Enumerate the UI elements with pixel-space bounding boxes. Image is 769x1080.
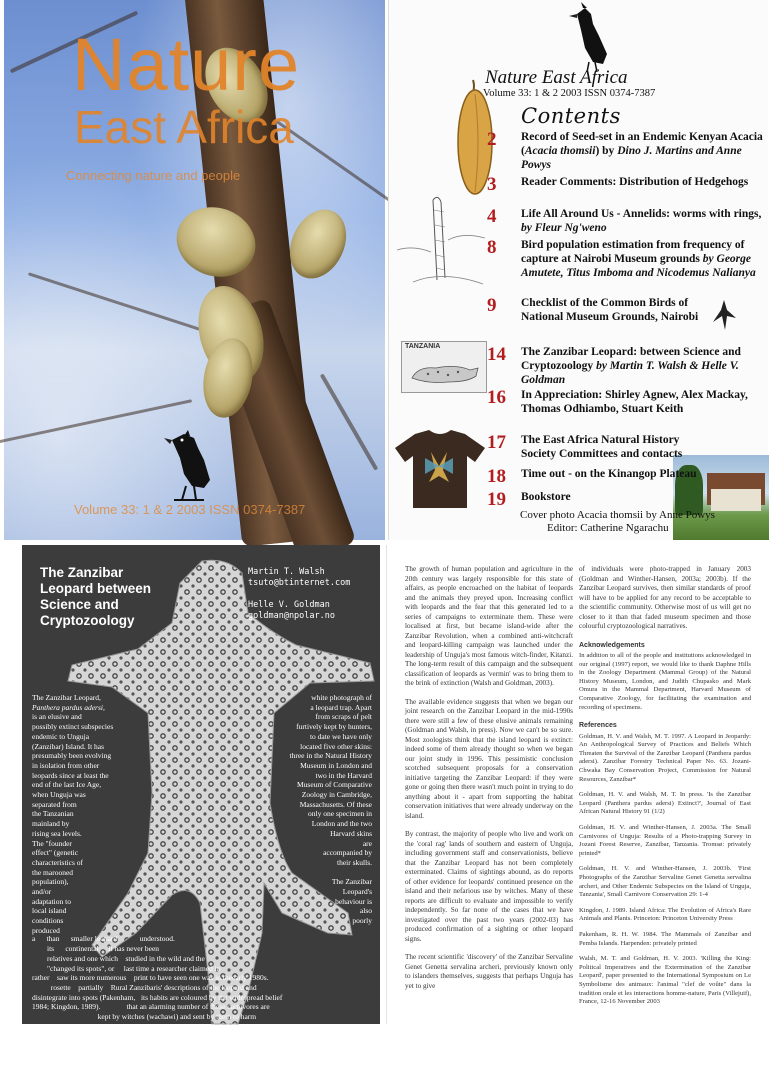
- reference-item: Goldman, H. V. and Walsh, M. T. 1997. A Leopard in Jeopardy: An Anthropological Survey of Practices and Beliefs Which Threaten the Survival of the Zanzibar Leopard (Panthera pardus adersi). Zanzibar Forestry Technical Paper No. 63. Jozani-Chwaka Bay Conservation Project, Commission for Natural Resources, Zanzibar*: [579, 732, 751, 783]
- reference-item: Goldman, H. V. and Winther-Hansen, J. 2003b. 'First Photographs of the Zanzibar Servaline Genet Genetta servalina archeri, and Other Endemic Subspecies on the Island of Unguja, Tanzania', Small Carnivore Conservation 29: 1-4: [579, 865, 751, 899]
- branch: [320, 373, 378, 470]
- editor-credit: Editor: Catherine Ngarachu: [547, 522, 669, 534]
- toc-page-number: 2: [487, 129, 497, 150]
- toc-entry[interactable]: [487, 207, 769, 235]
- toc-title: The East Africa Natural History Society Committees and contacts: [521, 434, 683, 460]
- toc-title: Reader Comments: Distribution of Hedgehogs: [521, 176, 749, 188]
- toc-page-number: 8: [487, 237, 497, 258]
- acknowledgements-heading: Acknowledgements: [579, 641, 645, 649]
- reference-item: Pakenham, R. H. W. 1984. The Mammals of Zanzibar and Pemba Islands. Harpenden: privately printed: [579, 930, 751, 947]
- stamp-label: TANZANIA: [405, 343, 441, 350]
- reference-item: Goldman, H. V. and Winther-Hansen, J. 2003a. The Small Carnivores of Unguja: Results of a Photo-trapping Survey in Jozani Forest Reserve, Zanzibar, Tanzania. Tromsø: privately printed*: [579, 824, 751, 857]
- toc-entry[interactable]: [487, 175, 769, 195]
- contents-page: [388, 0, 768, 540]
- toc-page-number: 17: [487, 432, 506, 453]
- toc-page-number: 16: [487, 387, 506, 408]
- paragraph: The growth of human population and agriculture in the 20th century was largely responsible for this state of affairs, as people encroached on the habitat of leopards and the animals they preyed upon. Increasing conflict with leopards and the fear that this generated led to a series of campaigns to exterminate them. These were localised at first, but became island-wide after the Zanzibar Revolution, when a combined anti-witchcraft and leopard-killing campaign was launched under the leadership of Unguja's most famous witch-finder, Kitanzi. The long-term result of this campaign and the subsequent classification of leopards as 'vermin' was to bring them to the brink of extinction (Walsh and Goldman, 2003).: [405, 565, 573, 687]
- article-text-right: white photograph of a leopard trap. Apart from scraps of pelt furtively kept by hunters, to date we have only located five other skins: three in the Natural History Museum in London and two in the Harvard Museum of Comparative Zoology in Cambridge, Massachusetts. Of these only one specimen in London and the two Harvard skins are accompanied by their skulls. The Zanzibar Leopard's behaviour is also poorly: [289, 693, 372, 926]
- article-authors: Martin T. Walsh tsuto@btinternet.com Helle V. Goldman goldman@npolar.no: [248, 567, 351, 621]
- hornbill-bird-icon: [563, 4, 609, 74]
- toc-entry[interactable]: [487, 238, 769, 280]
- article-heading: The Zanzibar Leopard between Science and Cryptozoology: [40, 565, 152, 628]
- article-text-bottom: a than smaller leopard understood. its continental It has never been relatives and one which studied in the wild and the "changed its spots", or last time a researcher claimed in rather saw its more numerous print to have seen one was in theearly 1980s. rosette partially Rural Zanzibaris' descriptions of the leopard and disintegrate into spots (Pakenham, its habits are coloured by the widespread belief 1984; Kingdon, 1989). that an alarming number of these carnivores are kept by witches (wachawi) and sent by them to harm Not much is known about the biology or otherwise harass their fellow villagers. This of the Zanzibar Leopard. Visitors to belief comes together with an elaborate package of the natural history section of the ideas about how leopards are bred, trained, Zanzibar Museum will be familiar exchanged and sent to do the evil bidding of their: [32, 934, 296, 1060]
- toc-entry[interactable]: [487, 296, 769, 324]
- toc-page-number: 4: [487, 206, 497, 227]
- toc-entry[interactable]: [487, 130, 769, 172]
- cover-tagline: Connecting nature and people: [66, 168, 241, 183]
- toc-page-number: 9: [487, 295, 497, 316]
- reference-item: Walsh, M. T. and Goldman, H. V. 2003. 'Killing the King: Political Imperatives and the Extermination of the Zanzibar Leopard', paper presented to the International Symposium on Le Symbolisme des animaux: l'animal "clef de voûte" dans la tradition orale et les interactions homme-nature, Paris (Villejuif), France, 12-16 November 2003: [579, 955, 751, 1006]
- cover-subtitle: East Africa: [74, 101, 294, 153]
- acknowledgements-text: In addition to all of the people and institutions acknowledged in our original (1997) report, we would like to thank Daphne Hills in the Zoology Department (Mammal Group) of the Natural History Museum, London, and Judith Chupasko and Mark Omura in the Mammal Department, Harvard Museum of Comparative Zoology, for facilitating the examination and recording of specimens.: [579, 652, 751, 711]
- cover-title: Nature: [72, 23, 301, 106]
- branch: [28, 272, 200, 330]
- toc-entry[interactable]: [487, 467, 769, 487]
- toc-page-number: 18: [487, 466, 506, 487]
- masthead: Nature East Africa: [485, 67, 628, 88]
- tree-sketch-illustration: [393, 190, 488, 290]
- article-text-left: The Zanzibar Leopard, Panthera pardus adersi, is an elusive and possibly extinct subspecies endemic to Unguja (Zanzibar) Island. It has presumably been evolving in isolation from other leopards since at least the end of the last Ice Age, when Unguja was separated from the Tanzanian mainland by rising sea levels. The "founder effect" (genetic characteristics of the marooned population), and/or adaptation to local island conditions produced: [32, 693, 114, 935]
- cover-photo-credit: Cover photo Acacia thomsii by Anne Powys: [520, 509, 715, 521]
- toc-title: Bookstore: [521, 491, 571, 503]
- paragraph: of individuals were photo-trapped in January 2003 (Goldman and Winther-Hansen, 2003a; 2003b). If the Zanzibar Leopard survives, then similar standards of proof will have to be applied for any record to be acceptable to the scientific community. Otherwise most of us will get no closer to it than that faded museum specimen and those colourful cryptozoological narratives.: [579, 565, 751, 630]
- leopard-stamp-icon: [408, 356, 482, 390]
- toc-title: The Zanzibar Leopard: between Science and Cryptozoology by Martin T. Walsh & Helle V. Goldman: [521, 346, 741, 386]
- toc-entry[interactable]: [487, 345, 769, 387]
- toc-title: Bird population estimation from frequency of capture at Nairobi Museum grounds by George Amutete, Titus Imboma and Nicodemus Nalianya: [521, 239, 756, 279]
- reference-item: Kingdon, J. 1989. Island Africa: The Evolution of Africa's Rare Animals and Plants. Princeton: Princeton University Press: [579, 906, 751, 923]
- toc-page-number: 19: [487, 489, 506, 510]
- toc-title: Record of Seed-set in an Endemic Kenyan Acacia (Acacia thomsii) by Dino J. Martins and Anne Powys: [521, 131, 763, 171]
- tanzania-stamp: [401, 341, 487, 393]
- hornbill-bird-icon: [164, 430, 216, 506]
- paragraph: By contrast, the majority of people who live and work on the 'coral rag' lands of southern and eastern of Unguja, including government staff and conservationists, believe that the Zanzibar Leopard has not been completely exterminated. Claims of sightings abound, as do reports of other evidence for leopards' continued presence on the island and their nefarious use by witches. Many of these reports are difficult to evaluate and impossible to verify independently. So far none of the cases that we have investigated over the past two years (2002-03) has produced confirmation of a sighting or other leopard signs.: [405, 830, 573, 943]
- toc-title: In Appreciation: Shirley Agnew, Alex Mackay, Thomas Odhiambo, Stuart Keith: [521, 389, 748, 415]
- text-column-1: [405, 565, 573, 1000]
- toc-title: Time out - on the Kinangop Plateau: [521, 468, 697, 480]
- leopard-article-page: [22, 545, 380, 1060]
- cover-volume: Volume 33: 1 & 2 2003 ISSN 0374-7387: [74, 502, 306, 517]
- toc-entry[interactable]: [487, 433, 769, 461]
- contents-heading: Contents: [521, 104, 621, 128]
- toc-entry[interactable]: [487, 388, 769, 416]
- toc-page-number: 3: [487, 174, 497, 195]
- toc-page-number: 14: [487, 344, 506, 365]
- paragraph: The recent scientific 'discovery' of the Zanzibar Servaline Genet Genetta servalina archeri, previously known only to islanders themselves, suggests that perhaps Unguja has yet to give: [405, 953, 573, 990]
- magazine-cover: [4, 0, 385, 540]
- toc-title: Life All Around Us - Annelids: worms with rings, by Fleur Ng'weno: [521, 208, 762, 234]
- paragraph: The available evidence suggests that when we began our joint research on the Zanzibar Leopard in the mid-1990s there were still a few of these elusive animals remaining (Goldman and Walsh, in press). Now we can't be so sure. Most zoologists think that the island leopard is extinct: indeed some of them already thought so when we began our joint study in 1996. This pessimistic conclusion scotched subsequent proposals for a conservation initiative targeting the Zanzibar Leopard: if they were gone or going then there wasn't much point in trying to do anything about it - apart from supporting the habitat conservation initiatives that were already underway on the island.: [405, 697, 573, 820]
- toc-entry[interactable]: [487, 490, 769, 510]
- text-column-2: [579, 565, 751, 1014]
- article-text-page: [386, 545, 768, 1024]
- toc-title: Checklist of the Common Birds of National Museum Grounds, Nairobi: [521, 297, 699, 323]
- tshirt-illustration: [395, 430, 485, 508]
- references-heading: References: [579, 722, 617, 730]
- reference-item: Goldman, H. V. and Walsh, M. T. In press. 'Is the Zanzibar Leopard (Panthera pardus adersi) Extinct?', Journal of East African Natural History 91 (1/2): [579, 791, 751, 816]
- volume-issn: Volume 33: 1 & 2 2003 ISSN 0374-7387: [483, 88, 656, 99]
